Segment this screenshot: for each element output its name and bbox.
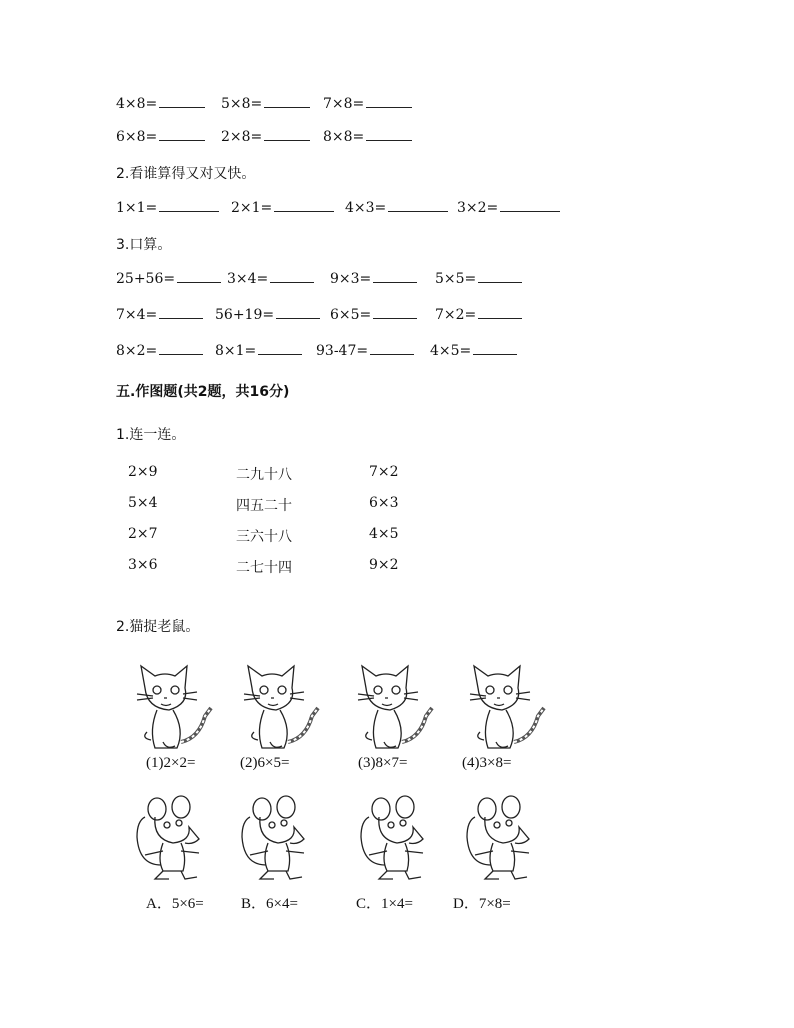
answer-blank[interactable] [258, 353, 302, 355]
expr: 56+19= [215, 307, 275, 323]
mouse-label-b: B．6×4= [241, 896, 298, 912]
answer-blank[interactable] [366, 139, 412, 141]
answer-blank[interactable] [264, 106, 310, 108]
expr: 8×2= [116, 343, 158, 359]
problem-1-title: 1.连一连。 [116, 427, 186, 443]
expr: 25+56= [116, 271, 176, 287]
cat-illustration-4 [466, 660, 556, 756]
question-3-title: 3.口算。 [116, 237, 172, 253]
expr: 8×1= [215, 343, 257, 359]
connect-right-2: 6×3 [369, 495, 399, 511]
question-2-title: 2.看谁算得又对又快。 [116, 166, 256, 182]
answer-blank[interactable] [159, 353, 203, 355]
mouse-label-c: C．1×4= [356, 896, 413, 912]
cat-illustration-3 [354, 660, 444, 756]
cat-illustration-2 [240, 660, 330, 756]
answer-blank[interactable] [473, 353, 517, 355]
expr: 7×8= [323, 96, 365, 112]
answer-blank[interactable] [500, 210, 560, 212]
connect-left-2: 5×4 [128, 495, 158, 511]
expr: 7×4= [116, 307, 158, 323]
answer-blank[interactable] [276, 317, 320, 319]
answer-blank[interactable] [478, 281, 522, 283]
section-5-title: 五.作图题(共2题，共16分) [116, 384, 290, 400]
expr: 3×4= [227, 271, 269, 287]
cat-label-3: (3)8×7= [358, 755, 408, 771]
cat-illustration-1 [133, 660, 223, 756]
row6-item-2 [215, 343, 302, 359]
row1-item-2 [221, 96, 310, 112]
connect-right-4: 9×2 [369, 557, 399, 573]
row3-item-1 [116, 200, 219, 216]
expr: 5×5= [435, 271, 477, 287]
answer-blank[interactable] [388, 210, 448, 212]
answer-blank[interactable] [264, 139, 310, 141]
row4-item-1 [116, 271, 221, 287]
connect-middle-1: 二九十八 [236, 467, 292, 483]
expr: 2×8= [221, 129, 263, 145]
row2-item-1 [116, 129, 205, 145]
cat-label-2: (2)6×5= [240, 755, 290, 771]
row4-item-4 [435, 271, 522, 287]
problem-2-title: 2.猫捉老鼠。 [116, 619, 200, 635]
row1-item-1 [116, 96, 205, 112]
answer-blank[interactable] [159, 317, 203, 319]
row6-item-4 [430, 343, 517, 359]
row6-item-3 [316, 343, 414, 359]
answer-blank[interactable] [159, 210, 219, 212]
expr: 6×8= [116, 129, 158, 145]
connect-right-3: 4×5 [369, 526, 399, 542]
connect-middle-3: 三六十八 [236, 529, 292, 545]
expr: 1×1= [116, 200, 158, 216]
cat-label-1: (1)2×2= [146, 755, 196, 771]
row3-item-2 [231, 200, 334, 216]
connect-left-3: 2×7 [128, 526, 158, 542]
row2-item-2 [221, 129, 310, 145]
expr: 4×3= [345, 200, 387, 216]
expr: 7×2= [435, 307, 477, 323]
answer-blank[interactable] [478, 317, 522, 319]
row5-item-1 [116, 307, 203, 323]
row6-item-1 [116, 343, 203, 359]
connect-middle-4: 二七十四 [236, 560, 292, 576]
mouse-illustration-3 [357, 795, 437, 891]
expr: 3×2= [457, 200, 499, 216]
answer-blank[interactable] [373, 281, 417, 283]
expr: 9×3= [330, 271, 372, 287]
row2-item-3 [323, 129, 412, 145]
answer-blank[interactable] [370, 353, 414, 355]
mouse-illustration-1 [133, 795, 213, 891]
row4-item-3 [330, 271, 417, 287]
expr: 4×8= [116, 96, 158, 112]
answer-blank[interactable] [366, 106, 412, 108]
answer-blank[interactable] [159, 139, 205, 141]
mouse-illustration-2 [238, 795, 318, 891]
answer-blank[interactable] [159, 106, 205, 108]
connect-left-1: 2×9 [128, 464, 158, 480]
expr: 2×1= [231, 200, 273, 216]
expr: 6×5= [330, 307, 372, 323]
answer-blank[interactable] [270, 281, 314, 283]
mouse-label-d: D．7×8= [453, 896, 511, 912]
connect-middle-2: 四五二十 [236, 498, 292, 514]
row5-item-4 [435, 307, 522, 323]
connect-left-4: 3×6 [128, 557, 158, 573]
connect-right-1: 7×2 [369, 464, 399, 480]
expr: 5×8= [221, 96, 263, 112]
expr: 93-47= [316, 343, 369, 359]
mouse-illustration-4 [463, 795, 543, 891]
row3-item-3 [345, 200, 448, 216]
expr: 8×8= [323, 129, 365, 145]
row3-item-4 [457, 200, 560, 216]
row1-item-3 [323, 96, 412, 112]
answer-blank[interactable] [177, 281, 221, 283]
row5-item-3 [330, 307, 417, 323]
cat-label-4: (4)3×8= [462, 755, 512, 771]
row4-item-2 [227, 271, 314, 287]
expr: 4×5= [430, 343, 472, 359]
mouse-label-a: A．5×6= [146, 896, 204, 912]
row5-item-2 [215, 307, 320, 323]
answer-blank[interactable] [373, 317, 417, 319]
cat-drawing [137, 666, 211, 748]
answer-blank[interactable] [274, 210, 334, 212]
